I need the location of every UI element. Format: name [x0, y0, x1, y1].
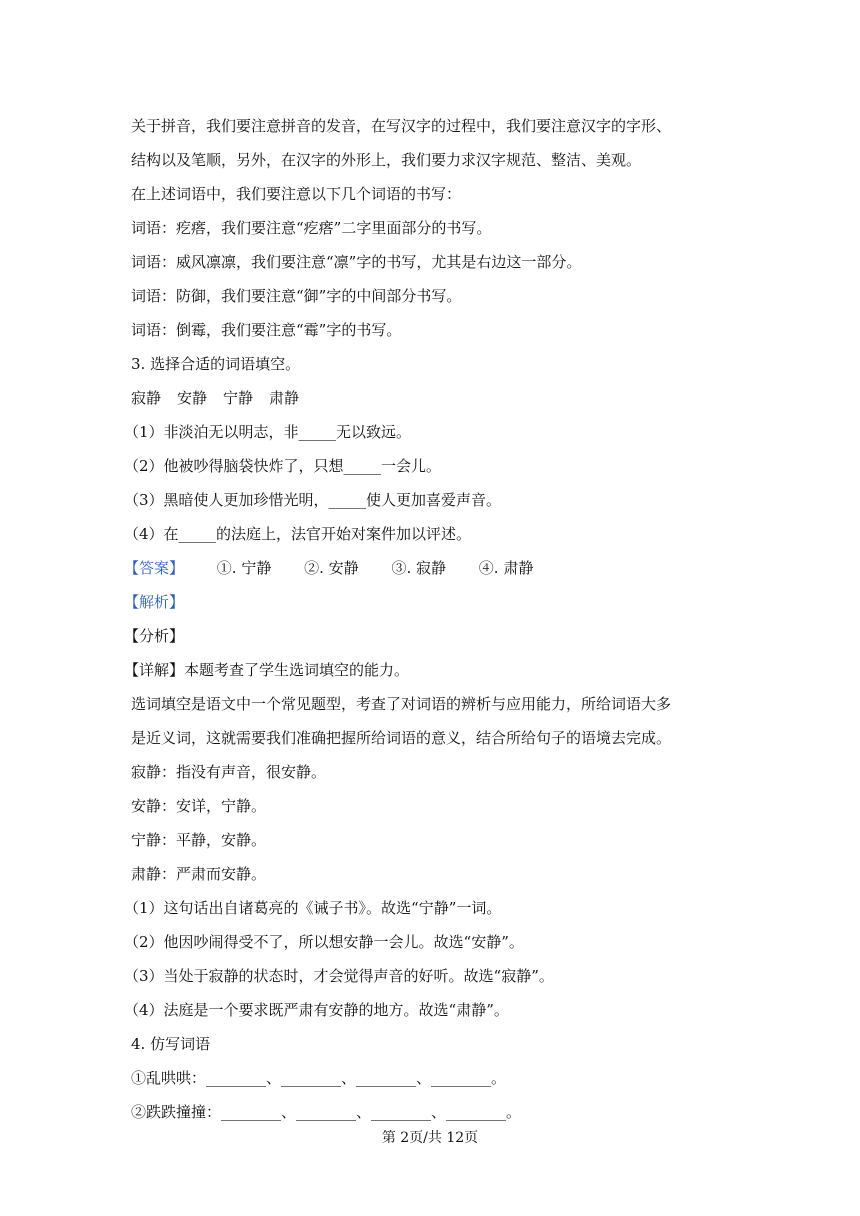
word-option: 肃静: [269, 389, 300, 407]
note-line: 词语：防御，我们要注意“御”字的中间部分书写。: [131, 287, 462, 305]
definition-line: 肃静：严肃而安静。: [131, 865, 267, 883]
imitation-line: ①乱哄哄：________、________、________、________。: [131, 1069, 507, 1087]
answer-row: [124, 551, 751, 585]
page-content: [124, 109, 751, 1129]
definition-line: 寂静：指没有声音，很安静。: [131, 763, 327, 781]
question-item: （1）非淡泊无以明志，非_____无以致远。: [124, 423, 412, 441]
fenxi-label: 【分析】: [124, 627, 185, 645]
question-title: 4. 仿写词语: [131, 1035, 211, 1053]
word-option: 宁静: [223, 389, 254, 407]
question-item: （4）在_____的法庭上，法官开始对案件加以评述。: [124, 525, 472, 543]
note-line: 词语：威风凛凛，我们要注意“凛”字的书写，尤其是右边这一部分。: [131, 253, 582, 271]
word-option: 寂静: [131, 389, 162, 407]
note-line: 词语：疙瘩，我们要注意“疙瘩”二字里面部分的书写。: [131, 219, 492, 237]
imitation-line: ②跌跌撞撞：________、________、________、________。: [131, 1103, 522, 1121]
word-options: [131, 381, 751, 415]
word-option: 安静: [177, 389, 208, 407]
analysis-label: 【解析】: [124, 593, 185, 611]
reason-line: （2）他因吵闹得受不了，所以想安静一会儿。故选“安静”。: [124, 933, 524, 951]
detail-label: 【详解】: [124, 661, 185, 679]
definition-line: 宁静：平静，安静。: [131, 831, 267, 849]
paragraph-line: 结构以及笔顺，另外，在汉字的外形上，我们要力求汉字规范、整洁、美观。: [131, 151, 642, 169]
detail-text: 本题考查了学生选词填空的能力。: [184, 661, 410, 679]
explanation-line: 是近义词，这就需要我们准确把握所给词语的意义，结合所给句子的语境去完成。: [131, 729, 672, 747]
reason-line: （3）当处于寂静的状态时，才会觉得声音的好听。故选“寂静”。: [124, 967, 554, 985]
paragraph-line: 在上述词语中，我们要注意以下几个词语的书写：: [131, 185, 462, 203]
reason-line: （4）法庭是一个要求既严肃有安静的地方。故选“肃静”。: [124, 1001, 509, 1019]
definition-line: 安静：安详，宁静。: [131, 797, 267, 815]
answer-item: ②. 安静: [304, 559, 359, 577]
page-footer: 第 2页/共 12页: [381, 1130, 479, 1146]
question-item: （2）他被吵得脑袋快炸了，只想_____一会儿。: [124, 457, 442, 475]
answer-item: ①. 宁静: [216, 559, 272, 577]
question-title: 3. 选择合适的词语填空。: [131, 355, 301, 373]
paragraph-line: 关于拼音，我们要注意拼音的发音，在写汉字的过程中，我们要注意汉字的字形、: [131, 117, 672, 135]
reason-line: （1）这句话出自诸葛亮的《诫子书》。故选“宁静”一词。: [124, 899, 502, 917]
question-item: （3）黑暗使人更加珍惜光明，_____使人更加喜爱声音。: [124, 491, 502, 509]
detail-row: [124, 653, 751, 687]
explanation-line: 选词填空是语文中一个常见题型，考查了对词语的辨析与应用能力，所给词语大多: [131, 695, 672, 713]
answer-item: ④. 肃静: [478, 559, 534, 577]
note-line: 词语：倒霉，我们要注意“霉”字的书写。: [131, 321, 402, 339]
answer-item: ③. 寂静: [391, 559, 446, 577]
answer-label: 【答案】: [124, 559, 185, 577]
